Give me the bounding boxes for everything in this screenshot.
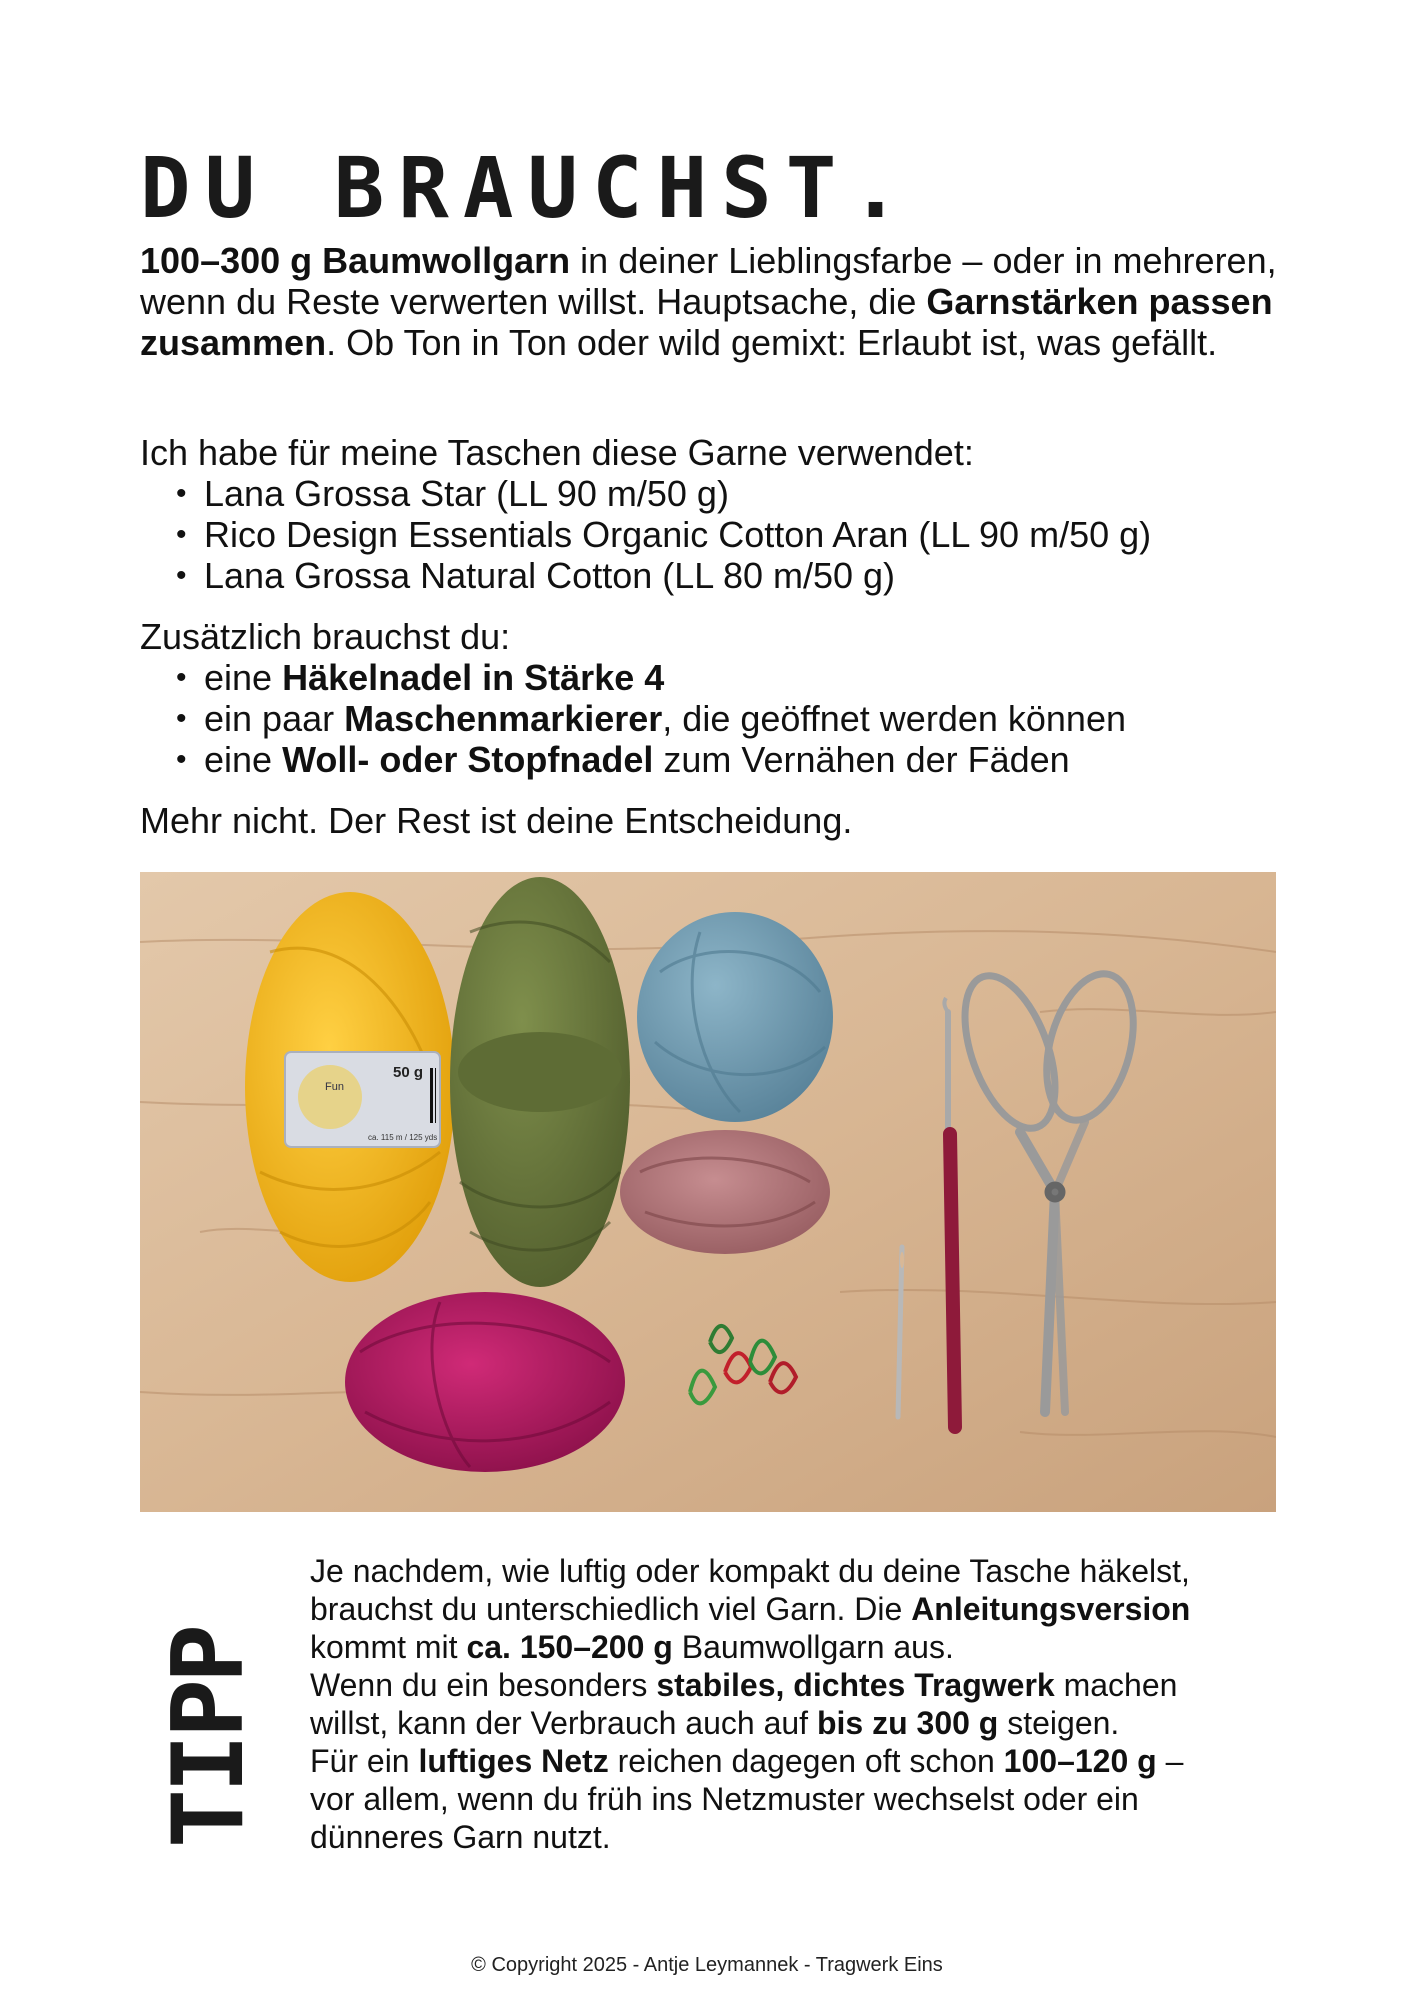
tip-label	[150, 1568, 270, 1848]
yarn-lead: Ich habe für meine Taschen diese Garne verwendet:	[140, 432, 974, 473]
intro-amount: 100–300 g Baumwollgarn	[140, 240, 571, 281]
intro-text-b: . Ob Ton in Ton oder wild gemixt: Erlaubt ist, was gefällt.	[326, 322, 1218, 363]
intro-text-a: in deiner Lieblingsfarbe – oder in mehreren, wenn du Reste verwerten willst. Hauptsache, die	[140, 240, 1277, 322]
olive-yarn	[450, 877, 630, 1287]
tip-line-5: willst, kann der Verbrauch auch auf bis zu 300 g steigen.	[310, 1705, 1120, 1741]
list-item: • eine Woll- oder Stopfnadel zum Vernähen der Fäden	[176, 739, 1280, 780]
intro-match: Garnstärken passen zusammen	[140, 281, 1273, 363]
label-weight: 50 g	[393, 1064, 424, 1081]
extras-section	[140, 616, 1280, 780]
tip-line-7: vor allem, wenn du früh ins Netzmuster wechselst oder ein	[310, 1781, 1139, 1817]
yarn-section	[140, 432, 1280, 596]
materials-photo	[140, 872, 1276, 1512]
extras-lead: Zusätzlich brauchst du:	[140, 616, 511, 657]
yarn-list	[140, 473, 1280, 596]
intro-paragraph	[140, 240, 1280, 363]
list-item: • ein paar Maschenmarkierer, die geöffnet werden können	[176, 698, 1280, 739]
magenta-yarn	[345, 1292, 625, 1472]
tip-line-8: dünneres Garn nutzt.	[310, 1819, 611, 1855]
extras-list	[140, 657, 1280, 780]
list-item: • Lana Grossa Star (LL 90 m/50 g)	[176, 473, 1280, 514]
page-title: DU BRAUCHST.	[140, 139, 915, 237]
list-item: • Rico Design Essentials Organic Cotton Aran (LL 90 m/50 g)	[176, 514, 1280, 555]
tip-line-6: Für ein luftiges Netz reichen dagegen oft schon 100–120 g –	[310, 1743, 1184, 1779]
list-item: • Lana Grossa Natural Cotton (LL 80 m/50 g)	[176, 555, 1280, 596]
label-length: ca. 115 m / 125 yds	[368, 1133, 438, 1142]
tip-label-text: TIPP	[152, 1627, 266, 1848]
list-item: • eine Häkelnadel in Stärke 4	[176, 657, 1280, 698]
blue-yarn	[637, 912, 833, 1122]
tip-line-1: Je nachdem, wie luftig oder kompakt du deine Tasche häkelst,	[310, 1553, 1190, 1589]
tip-line-4: Wenn du ein besonders stabiles, dichtes Tragwerk machen	[310, 1667, 1178, 1703]
label-brand: Fun	[325, 1081, 344, 1093]
tip-text	[310, 1552, 1290, 1856]
closing-text: Mehr nicht. Der Rest ist deine Entscheidung.	[140, 800, 853, 841]
tip-line-3: kommt mit ca. 150–200 g Baumwollgarn aus.	[310, 1629, 954, 1665]
yellow-yarn	[245, 892, 455, 1282]
rose-yarn	[620, 1130, 830, 1254]
footer-copyright: © Copyright 2025 - Antje Leymannek - Tragwerk Eins	[471, 1954, 943, 1976]
tip-line-2: brauchst du unterschiedlich viel Garn. Die Anleitungsversion	[310, 1591, 1191, 1627]
